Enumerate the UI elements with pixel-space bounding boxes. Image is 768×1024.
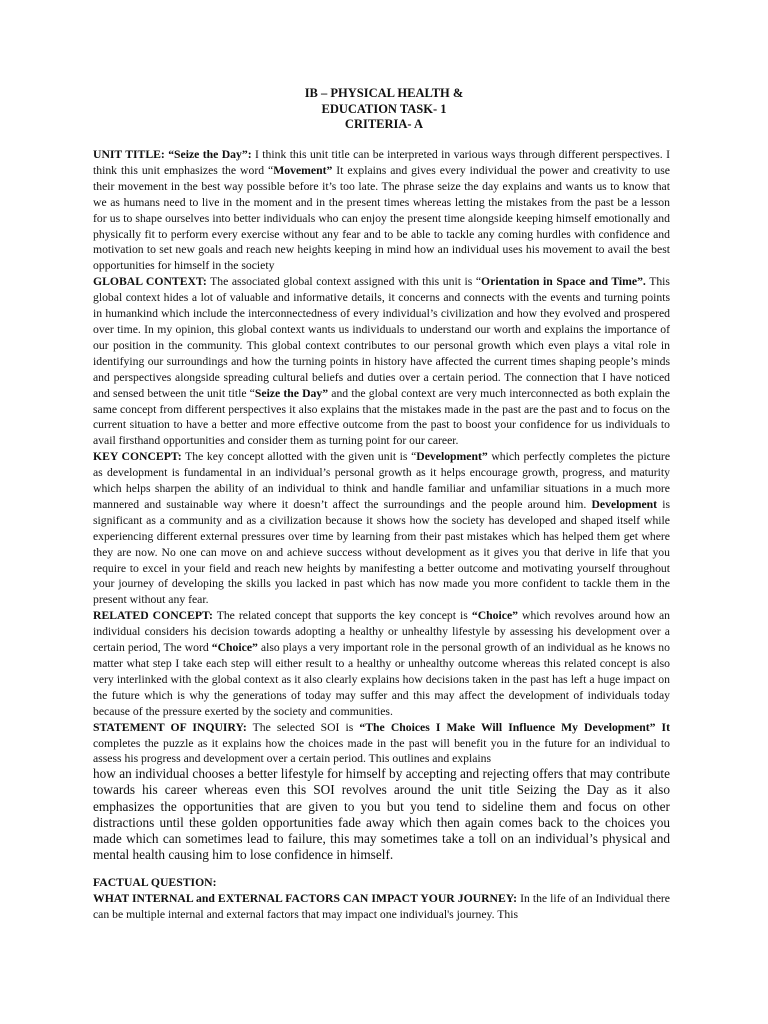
global-context-paragraph [93, 274, 670, 449]
key-concept-label: KEY CONCEPT: [93, 450, 182, 464]
related-concept-text-2: which revolves around how an individual considers his decision towards adopting a healthy or unhealthy lifestyle by assessing his development over a certain period, The word [93, 609, 670, 655]
related-concept-text-3: also plays a very important role in the personal growth of an individual as he knows no matter what step I take each step will either result to a healthy or unhealthy outcome whereas this related concept is also very interlinked with the global context as it also clearly explains how decisions taken in the past has left a huge impact on the future which is why the generations of today may suffer and this may affect the development of individuals today because of the pressure exerted by the society and communities. [93, 641, 670, 718]
global-context-text-1: The associated global context assigned with this unit is “ [206, 275, 482, 289]
related-concept-emphasis-1: “Choice” [471, 609, 518, 623]
unit-title-text-2: It explains and gives every individual the power and creativity to use their movement in the best way possible before it’s too late. The phrase seize the day explains and wants us to know that we as humans need to live in the moment and in the present times whereas letting the mistakes from the past be a lesson for us to shape ourselves into better individuals who can enjoy the present time alongside keeping himself emotionally and physically fit to perform every exercise without any fear and to be able to tackle any coming hurdles with confidence and motivation to set new goals and reach new heights keeping in mind how an individual uses his movement to avail the best opportunities for himself in the society [93, 163, 670, 273]
soi-text-1: The selected SOI is [246, 720, 360, 734]
factual-question-paragraph [93, 891, 670, 923]
related-concept-paragraph [93, 608, 670, 719]
title-line-3: CRITERIA- A [344, 117, 424, 131]
document-body [93, 147, 670, 923]
global-context-label: GLOBAL CONTEXT: [93, 275, 207, 289]
unit-title-text-1: I think this unit title can be interpreted in various ways through different perspectives. I think this unit emphasizes the word “ [93, 148, 670, 177]
factual-question-section [93, 875, 670, 923]
statement-of-inquiry-continued: how an individual chooses a better lifestyle for himself by accepting and rejecting offers that may contribute towards his career whereas even this SOI revolves around the unit title Seizing the Day as it also emphasizes the opportunities that are given to you but you tend to sideline them and focus on other distractions until these golden opportunities fade away which then again comes back to the choices you made which can sometimes lead to failure, this may sometimes take a toll on an individual’s physical and mental health causing him to lose confidence in himself. [93, 766, 670, 862]
global-context-emphasis-1: Orientation in Space and Time”. [481, 275, 646, 289]
global-context-emphasis-2: Seize the Day” [254, 386, 329, 400]
global-context-text-3: and the global context are very much interconnected as both explain the same concept from different perspectives it also explains that the mistakes made in the past are the past and to focus on the current situation to have a better and more effective outcome from the past to boost your confidence for us individuals to avail firsthand opportunities and consider them as turning point for our career. [93, 386, 670, 448]
factual-question-text: In the life of an Individual there can be multiple internal and external factors that may impact one individual's journey. This [93, 891, 670, 921]
key-concept-text-1: The key concept allotted with the given unit is “ [181, 450, 417, 464]
key-concept-text-3: is significant as a community and as a civilization because it shows how the society has developed and shaped itself while experiencing different external pressures over time by learning from their past mistakes which has helped them get where they are now. No one can move on and achieve success without development as it gives you that derive in life that you require to excel in your field and reach new heights by manifesting a better outcome and motivating yourself throughout your journey of developing the skills you lacked in past which has now made you more confident to tackle them in the present without any fear. [93, 497, 671, 607]
related-concept-emphasis-2: “Choice” [211, 641, 258, 655]
unit-title-paragraph [93, 147, 670, 274]
soi-label: STATEMENT OF INQUIRY: [93, 720, 247, 734]
soi-text-2: completes the puzzle as it explains how the choices made in the past will benefit you in the future for an individual to assess his progress and development over a certain period. This outlines and explains [93, 736, 670, 766]
title-line-1: IB – PHYSICAL HEALTH & [304, 86, 464, 100]
key-concept-text-2: which perfectly completes the picture as development is fundamental in an individual’s personal growth as it helps encourage growth, progress, and maturity which helps sharpen the ability of an individual to think and handle familiar and unfamiliar situations in a much more mannered and sustainable way where it doesn’t affect the surroundings and the people around him. [93, 450, 671, 511]
key-concept-emphasis-1: Development” [416, 450, 488, 464]
related-concept-text-1: The related concept that supports the key concept is [212, 609, 472, 623]
statement-of-inquiry-paragraph [93, 720, 670, 768]
unit-title-emphasis: Movement” [273, 163, 333, 177]
title-line-2: EDUCATION TASK- 1 [321, 101, 447, 116]
factual-question-label: WHAT INTERNAL and EXTERNAL FACTORS CAN IMPACT YOUR JOURNEY: [93, 891, 518, 905]
key-concept-paragraph [93, 449, 670, 608]
soi-emphasis: “The Choices I Make Will Influence My Development” It [359, 720, 670, 734]
unit-title-label: UNIT TITLE: “Seize the Day”: [93, 148, 252, 161]
factual-question-heading: FACTUAL QUESTION: [93, 875, 217, 889]
key-concept-emphasis-2: Development [591, 497, 658, 511]
related-concept-label: RELATED CONCEPT: [93, 609, 213, 623]
global-context-text-2: This global context hides a lot of valuable and informative details, it concerns and connects with the events and turning points in humankind which include the interconnectedness of every individual’s civilization and how they evolved and prospered over time. In my opinion, this global context wants us individuals to understand our worth and explains the importance of our position in the community. This global context contributes to our personal growth which even plays a vital role in identifying our surroundings and how the turning points in history have affected the current times shaping people’s minds and perspectives alongside spreading cultural beliefs and duties over a certain period. The connection that I have noticed and sensed between the unit title “ [93, 275, 670, 400]
document-title [0, 86, 768, 133]
